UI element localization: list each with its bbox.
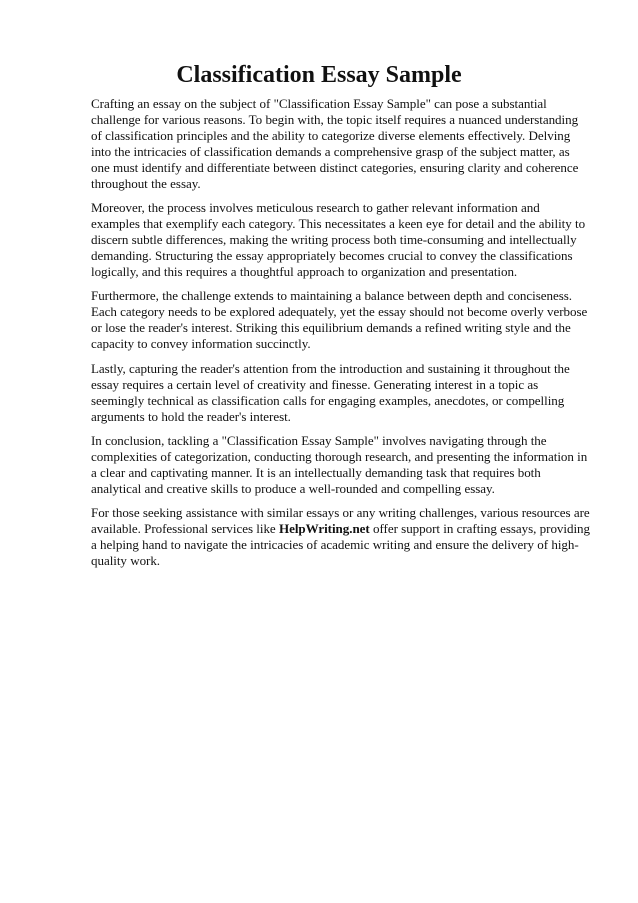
paragraph-2: Moreover, the process involves meticulous research to gather relevant information and examples that exemplify each category. This necessitates a keen eye for detail and the ability to discern subtle differences, making the writing process both time-consuming and intellectually demanding. Structuring the essay appropriately becomes crucial to convey the classifications logically, and this requires a thoughtful approach to organization and presentation.: [91, 200, 586, 280]
paragraph-3: Furthermore, the challenge extends to maintaining a balance between depth and conciseness. Each category needs to be explored adequately, yet the essay should not become overly verbose or lose the reader's interest. Striking this equilibrium demands a refined writing style and the capacity to convey information succinctly.: [91, 288, 588, 352]
helpwriting-link[interactable]: HelpWriting.net: [278, 521, 370, 537]
paragraph-6-text-after: offer support in crafting essays, providing a helping hand to navigate the intricacies of academic writing and ensure the delivery of high-quality work.: [91, 521, 590, 569]
paragraph-6: [91, 505, 591, 569]
document-title: Classification Essay Sample: [176, 62, 462, 88]
paragraph-6-text-before: For those seeking assistance with similar essays or any writing challenges, various resources are available. Professional services like: [91, 505, 590, 537]
paragraph-1: Crafting an essay on the subject of "Classification Essay Sample" can pose a substantial challenge for various reasons. To begin with, the topic itself requires a nuanced understanding of classification principles and the ability to categorize diverse elements effectively. Delving into the intricacies of classification demands a comprehensive grasp of the subject matter, as one must identify and differentiate between distinct categories, ensuring clarity and coherence throughout the essay.: [91, 96, 579, 191]
paragraph-5: In conclusion, tackling a "Classification Essay Sample" involves navigating through the complexities of categorization, conducting thorough research, and presenting the information in a clear and captivating manner. It is an intellectually demanding task that requires both analytical and creative skills to produce a well-rounded and compelling essay.: [91, 433, 588, 496]
document-body: [91, 96, 591, 578]
paragraph-4: Lastly, capturing the reader's attention from the introduction and sustaining it throughout the essay requires a certain level of creativity and finesse. Generating interest in a topic as seemingly technical as classification calls for engaging examples, anecdotes, or compelling arguments to hold the reader's interest.: [91, 360, 570, 424]
